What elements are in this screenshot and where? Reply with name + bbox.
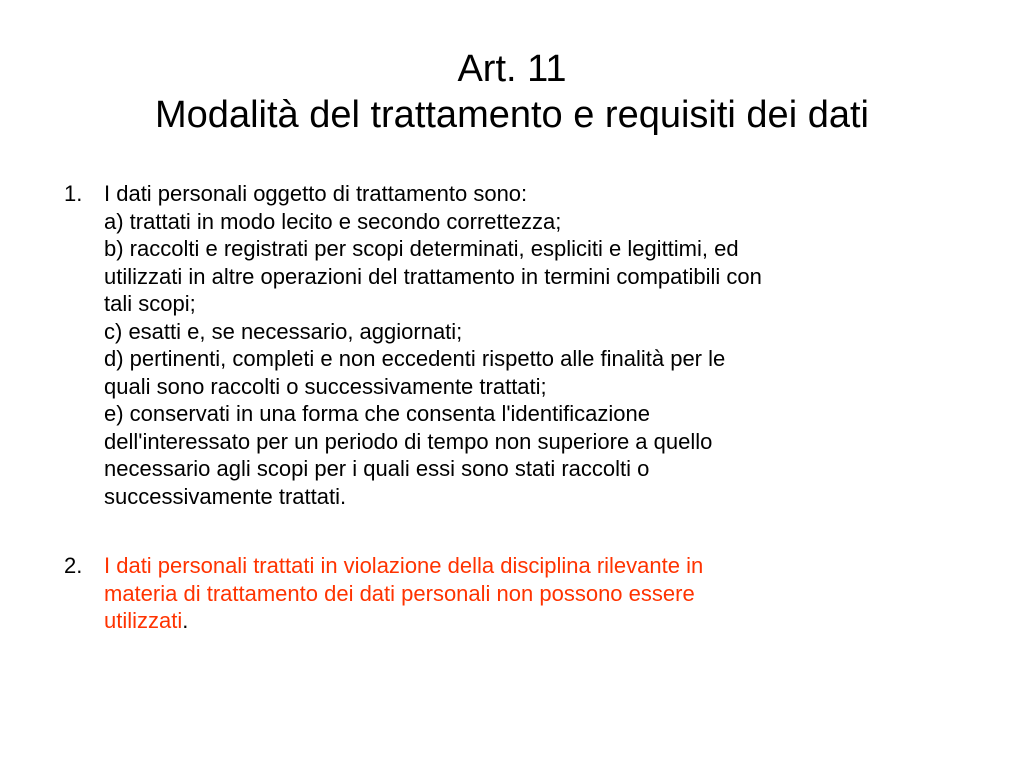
paragraph-body (104, 180, 964, 510)
paragraph-number: 1. (64, 181, 83, 206)
trailing-period: . (182, 608, 189, 633)
highlighted-line-with-period (104, 607, 964, 635)
paragraph-line: a) trattati in modo lecito e secondo correttezza; (104, 208, 562, 234)
highlighted-text: utilizzati (104, 608, 183, 633)
paragraph-line: quali sono raccolti o successivamente trattati; (104, 373, 547, 399)
paragraph-2 (64, 552, 964, 635)
paragraph-line: utilizzati in altre operazioni del trattamento in termini compatibili con (104, 263, 762, 289)
paragraph-body (104, 552, 964, 635)
paragraph-line: dell'interessato per un periodo di tempo non superiore a quello (104, 428, 713, 454)
paragraph-number: 2. (64, 553, 83, 578)
paragraph-line: successivamente trattati. (104, 483, 347, 509)
article-paragraph-list (64, 180, 964, 635)
paragraph-line: tali scopi; (104, 291, 196, 316)
highlighted-line: I dati personali trattati in violazione della disciplina rilevante in (104, 553, 704, 578)
highlighted-line: materia di trattamento dei dati personali non possono essere (104, 580, 695, 606)
paragraph-line: necessario agli scopi per i quali essi sono stati raccolti o (104, 456, 650, 481)
slide-title (40, 46, 984, 138)
paragraph-line: d) pertinenti, completi e non eccedenti rispetto alle finalità per le (104, 346, 726, 371)
paragraph-1 (64, 180, 964, 510)
paragraph-line: I dati personali oggetto di trattamento sono: (104, 181, 528, 206)
paragraph-line: b) raccolti e registrati per scopi determinati, espliciti e legittimi, ed (104, 236, 739, 261)
paragraph-line: e) conservati in una forma che consenta l'identificazione (104, 401, 650, 426)
article-heading: Modalità del trattamento e requisiti dei dati (155, 94, 869, 136)
paragraph-line: c) esatti e, se necessario, aggiornati; (104, 318, 463, 344)
article-number: Art. 11 (457, 48, 567, 90)
